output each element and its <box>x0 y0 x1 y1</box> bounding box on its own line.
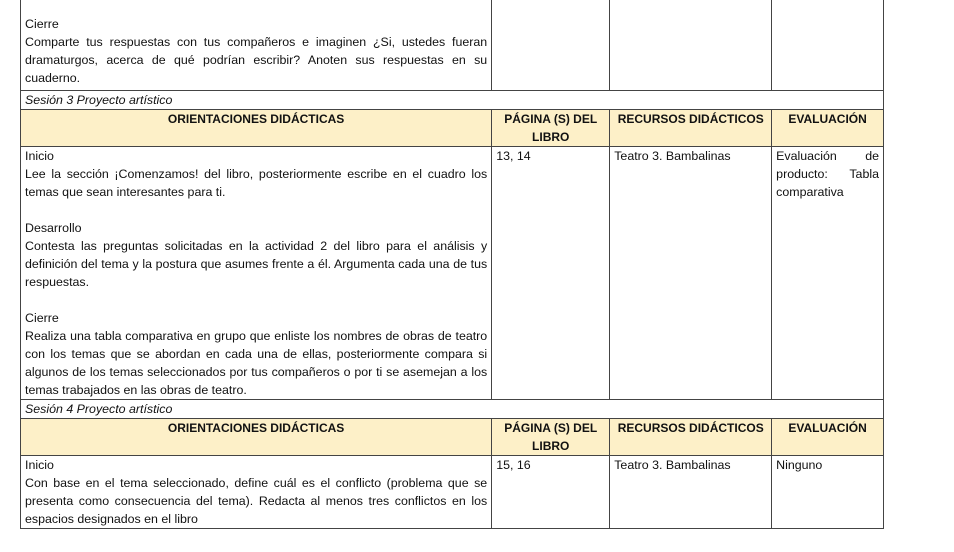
evaluacion-cell: Ninguno <box>772 456 884 529</box>
recursos-cell <box>610 0 772 91</box>
table-row <box>21 0 884 91</box>
header-row <box>21 110 884 147</box>
orientaciones-cell <box>21 0 492 91</box>
desarrollo-text: Contesta las preguntas solicitadas en la actividad 2 del libro para el análisis y definición del tema y la postura que asumes frente a él. Argumenta cada una de tus respuestas. <box>25 239 488 289</box>
orientaciones-cell <box>21 456 492 529</box>
header-orientaciones: ORIENTACIONES DIDÁCTICAS <box>21 110 492 147</box>
recursos-cell: Teatro 3. Bambalinas <box>610 147 772 400</box>
session-3-title: Sesión 3 Proyecto artístico <box>21 91 884 110</box>
header-recursos: RECURSOS DIDÁCTICOS <box>610 419 772 456</box>
header-row <box>21 419 884 456</box>
cierre-heading: Cierre <box>25 17 59 31</box>
header-orientaciones: ORIENTACIONES DIDÁCTICAS <box>21 419 492 456</box>
cierre-heading: Cierre <box>25 311 59 325</box>
table-row <box>21 147 884 400</box>
pagina-cell: 13, 14 <box>492 147 610 400</box>
inicio-heading: Inicio <box>25 149 54 163</box>
orientaciones-cell <box>21 147 492 400</box>
session-title-row <box>21 400 884 419</box>
header-evaluacion: EVALUACIÓN <box>772 110 884 147</box>
cierre-text: Comparte tus respuestas con tus compañeros e imaginen ¿Si, ustedes fueran dramaturgos, acerca de qué podrían escribir? Anoten sus respuestas en su cuaderno. <box>25 35 488 85</box>
header-evaluacion: EVALUACIÓN <box>772 419 884 456</box>
pagina-cell <box>492 0 610 91</box>
evaluacion-cell <box>772 0 884 91</box>
cierre-text: Realiza una tabla comparativa en grupo que enliste los nombres de obras de teatro con los temas que se abordan en cada una de ellas, posteriormente compara si algunos de los temas seleccionados por tus compañeros o por ti se asemejan a los temas trabajados en las obras de teatro. <box>25 329 488 397</box>
desarrollo-heading: Desarrollo <box>25 221 82 235</box>
inicio-heading: Inicio <box>25 458 54 472</box>
header-recursos: RECURSOS DIDÁCTICOS <box>610 110 772 147</box>
inicio-text: Con base en el tema seleccionado, define cuál es el conflicto (problema que se presenta como consecuencia del tema). Redacta al menos tres conflictos en los espacios designados en el libro <box>25 476 488 526</box>
lesson-plan-document <box>20 0 884 529</box>
header-pagina: PÁGINA (S) DEL LIBRO <box>492 110 610 147</box>
inicio-text: Lee la sección ¡Comenzamos! del libro, posteriormente escribe en el cuadro los temas que sean interesantes para ti. <box>25 167 488 199</box>
session-4-title: Sesión 4 Proyecto artístico <box>21 400 884 419</box>
evaluacion-cell: Evaluación de producto: Tabla comparativa <box>772 147 884 400</box>
pagina-cell: 15, 16 <box>492 456 610 529</box>
recursos-cell: Teatro 3. Bambalinas <box>610 456 772 529</box>
lesson-plan-table <box>20 0 884 529</box>
header-pagina: PÁGINA (S) DEL LIBRO <box>492 419 610 456</box>
session-title-row <box>21 91 884 110</box>
table-row <box>21 456 884 529</box>
